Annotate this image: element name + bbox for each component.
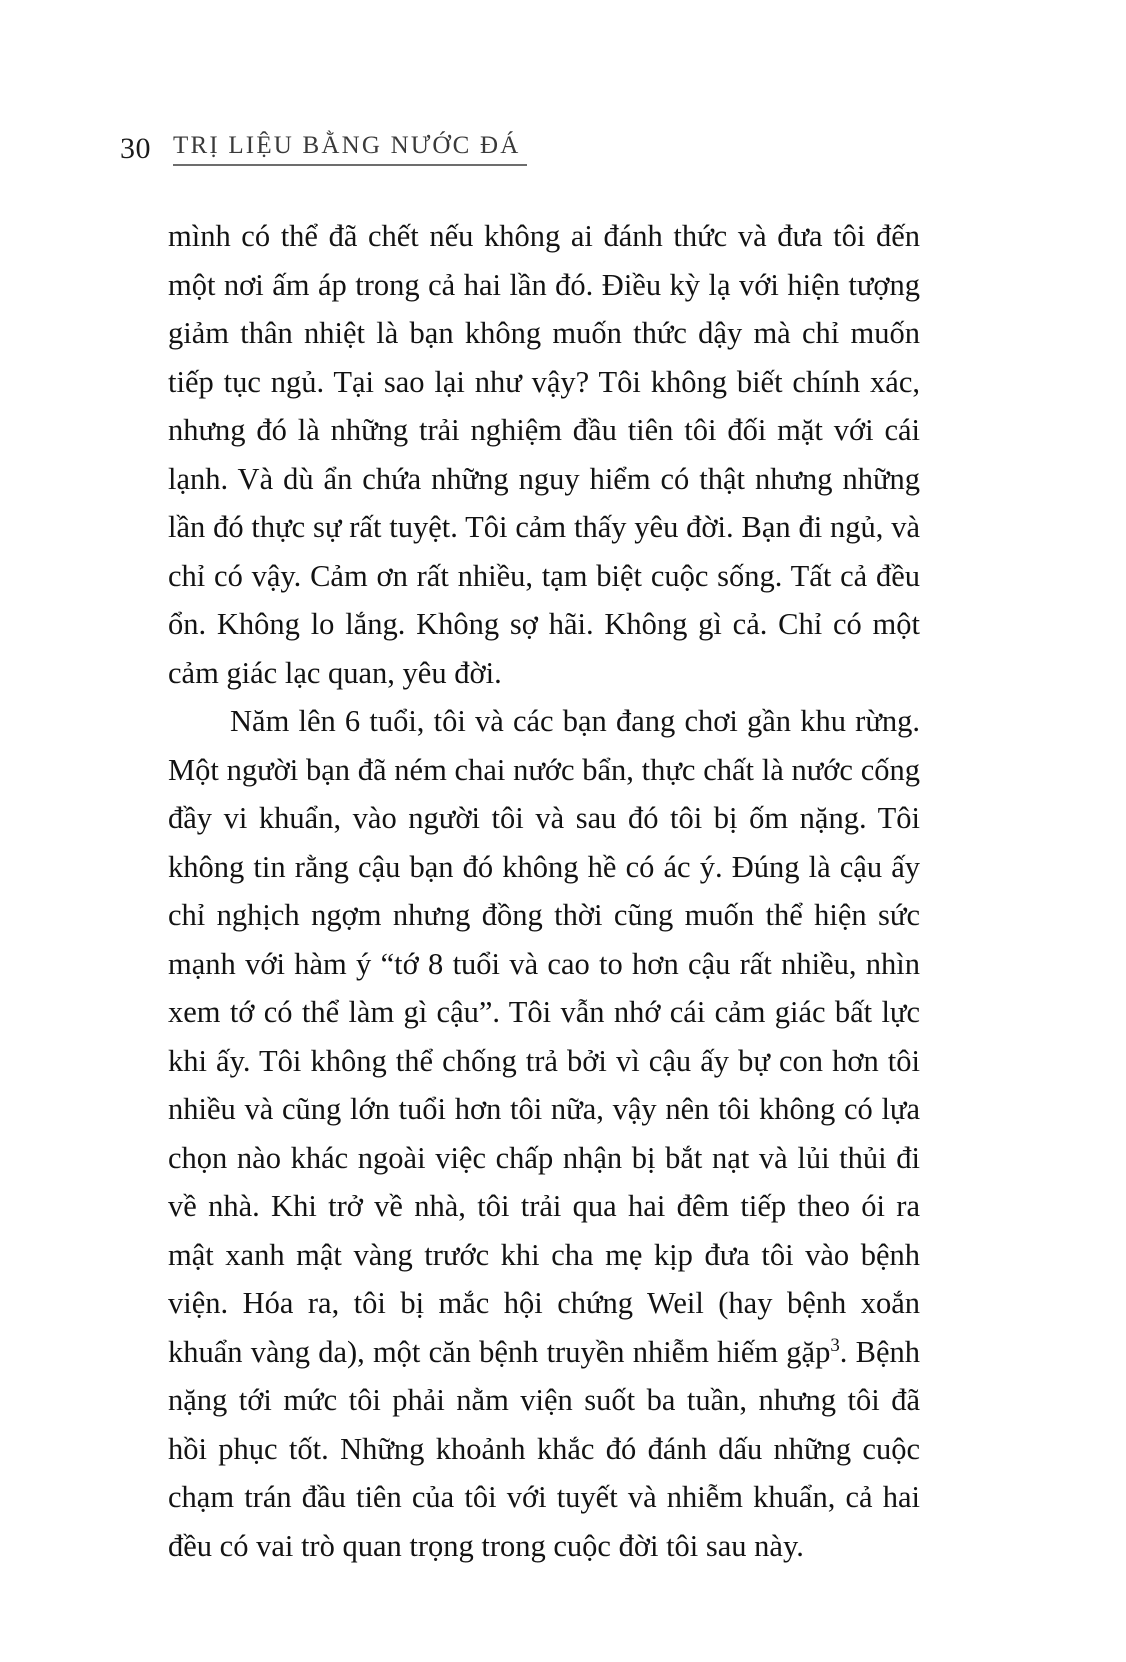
paragraph-2-text-after-footnote: . Bệnh nặng tới mức tôi phải nằm viện suốt ba tuần, nhưng tôi đã hồi phục tốt. Những khoảnh khắc đó đánh dấu những cuộc chạm trán đầu tiên của tôi với tuyết và nhiễm khuẩn, cả hai đều có vai trò quan trọng trong cuộc đời tôi sau này. — [168, 1334, 920, 1563]
running-title: TRỊ LIỆU BẰNG NƯỚC ĐÁ — [173, 132, 527, 166]
paragraph-2 — [168, 697, 920, 1570]
page-body — [168, 212, 920, 1570]
footnote-marker: 3 — [830, 1334, 840, 1356]
page-number: 30 — [120, 131, 151, 165]
paragraph-1: mình có thể đã chết nếu không ai đánh thức và đưa tôi đến một nơi ấm áp trong cả hai lần đó. Điều kỳ lạ với hiện tượng giảm thân nhiệt là bạn không muốn thức dậy mà chỉ muốn tiếp tục ngủ. Tại sao lại như vậy? Tôi không biết chính xác, nhưng đó là những trải nghiệm đầu tiên tôi đối mặt với cái lạnh. Và dù ẩn chứa những nguy hiểm có thật nhưng những lần đó thực sự rất tuyệt. Tôi cảm thấy yêu đời. Bạn đi ngủ, và chỉ có vậy. Cảm ơn rất nhiều, tạm biệt cuộc sống. Tất cả đều ổn. Không lo lắng. Không sợ hãi. Không gì cả. Chỉ có một cảm giác lạc quan, yêu đời. — [168, 219, 920, 690]
paragraph-2-text-before-footnote: Năm lên 6 tuổi, tôi và các bạn đang chơi gần khu rừng. Một người bạn đã ném chai nước bẩn, thực chất là nước cống đầy vi khuẩn, vào người tôi và sau đó tôi bị ốm nặng. Tôi không tin rằng cậu bạn đó không hề có ác ý. Đúng là cậu ấy chỉ nghịch ngợm nhưng đồng thời cũng muốn thể hiện sức mạnh với hàm ý “tớ 8 tuổi và cao to hơn cậu rất nhiều, nhìn xem tớ có thể làm gì cậu”. Tôi vẫn nhớ cái cảm giác bất lực khi ấy. Tôi không thể chống trả bởi vì cậu ấy bự con hơn tôi nhiều và cũng lớn tuổi hơn tôi nữa, vậy nên tôi không có lựa chọn nào khác ngoài việc chấp nhận bị bắt nạt và lủi thủi đi về nhà. Khi trở về nhà, tôi trải qua hai đêm tiếp theo ói ra mật xanh mật vàng trước khi cha mẹ kịp đưa tôi vào bệnh viện. Hóa ra, tôi bị mắc hội chứng Weil (hay bệnh xoắn khuẩn vàng da), một căn bệnh truyền nhiễm hiếm gặp — [168, 704, 920, 1369]
page-header — [120, 132, 1020, 166]
